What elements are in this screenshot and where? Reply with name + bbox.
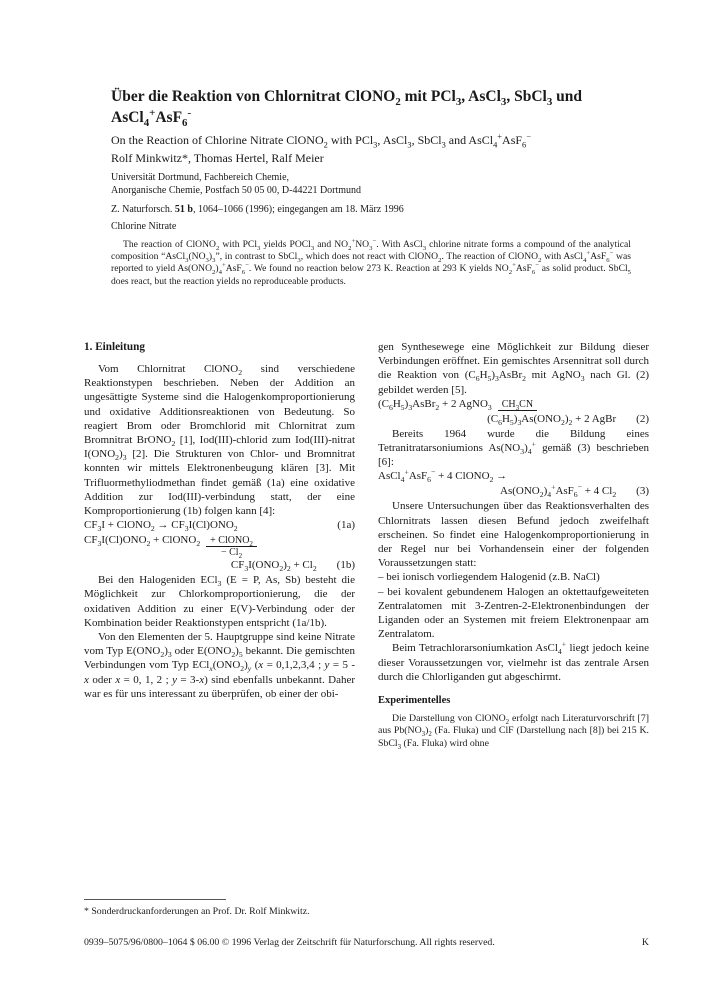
- paragraph: Bereits 1964 wurde die Bildung eines Tetranitratarsoniumions $As(NO_3)_4^+$ gemäß (3) beschrieben [6]:: [378, 427, 650, 469]
- citation: Z. Naturforsch. 51 b, 1064–1066 (1996); eingegangen am 18. März 1996: [111, 204, 404, 215]
- page-footer: [84, 937, 649, 949]
- paragraph: gen Synthesewege eine Möglichkeit zur Bildung dieser Verbindungen eröffnet. Ein gemischtes Arsennitrat soll durch die Reaktion von $(C_6H_5)_3AsBr_2$ mit AgNO$_3$ nach Gl. (2) gebildet werden [5].: [378, 341, 650, 396]
- copyright-line: 0939–5075/96/0800–1064 $ 06.00 © 1996 Verlag der Zeitschrift für Naturforschung. All rights reserved.: [84, 937, 495, 948]
- equation-number: (3): [636, 485, 649, 498]
- page-signature: K: [641, 937, 649, 948]
- equation-body: $CF_3I$ + ClONO$_2$ → $CF_3I(Cl)ONO_2$: [84, 519, 238, 534]
- right-column: [378, 340, 649, 750]
- affiliation-line-2: Anorganische Chemie, Postfach 50 05 00, D-44221 Dortmund: [111, 185, 362, 196]
- list-item: – bei ionisch vorliegendem Halogenid (z.B. NaCl): [378, 571, 600, 584]
- equation-3-line2: [378, 484, 649, 499]
- equation-1a: [84, 518, 355, 533]
- equation-2-line1: [378, 397, 649, 412]
- footnote: * Sonderdruckanforderungen an Prof. Dr. Rolf Minkwitz.: [84, 906, 310, 917]
- paragraph: Vom Chlornitrat ClONO$_2$ sind verschiedene Reaktionstypen beschrieben. Neben der Addition an ungesättigte Systeme sind die Halogenkomproportionierung und oxidative Additionsreaktionen von Bedeutung. So reagiert Brom oder Bromchlorid mit Chlornitrat zum Bromnitrat BrONO$_2$ [1], Iod(III)-chlorid zum Iod(III)-nitrat $I(ONO_2)_3$ [2]. Die Strukturen von Chlor- und Bromnitrat konnten wir mittels Elektronenbeugung klären [3]. Mit Trifluormethyliodmethan findet gemäß (1a) eine oxidative Addition zur Iod(III)-verbindung statt, der eine Komproportionierung (1b) folgen kann [4]:: [84, 363, 356, 518]
- equation-rhs: $(C_6H_5)_3As(ONO_2)_2 + 2$ AgBr: [487, 412, 617, 427]
- equation-lhs: $(C_6H_5)_3AsBr_2 + 2$ AgNO$_3$: [378, 397, 492, 412]
- equation-lhs: AsCl$_4$+AsF$_6$− + 4 ClONO$_2$ →: [378, 467, 508, 485]
- reaction-arrow: [206, 535, 257, 561]
- paragraph: Bei den Halogeniden ECl$_3$ (E = P, As, Sb) besteht die Möglichkeit zur Chlorkomproportionierung, die der oxidativen Addition zu einer E(V)-Verbindung oder der Kombination beider Reaktionstypen entspricht (1a/1b).: [84, 574, 355, 629]
- paragraph: Von den Elementen der 5. Hauptgruppe sind keine Nitrate vom Typ $E(ONO_2)_3$ oder $E(ONO_2)_5$ bekannt. Die gemischten Verbindungen vom Typ $ECl_x(ONO_2)_y$ (x = 0,1,2,3,4 ; y = 5 - x oder x = 0, 1, 2 ; y = 3-x) sind ebenfalls unbekannt. Daher war es für uns interessant zu überprüfen, ob einer der obi-: [84, 631, 356, 700]
- equation-rhs: $As(ONO_2)_4^+AsF_6^- + 4$ $Cl_2$: [500, 482, 617, 500]
- article-header: [111, 86, 631, 288]
- affiliation: [111, 171, 631, 197]
- list-item: – bei kovalent gebundenem Halogen an oktettaufgeweiteten Zentralatomen mit 3-Zentren-2-Elektronenbindungen der Liganden oder an Systemen mit freiem Elektronenpaar am Zentralatom.: [378, 585, 649, 641]
- paragraph: Die Darstellung von ClONO$_2$ erfolgt nach Literaturvorschrift [7] aus $Pb(NO_3)_2$ (Fa. Fluka) und ClF (Darstellung nach [8]) bei 215 K. SbCl$_3$ (Fa. Fluka) wird ohne: [378, 713, 649, 751]
- section-heading-einleitung: 1. Einleitung: [84, 341, 145, 353]
- english-title: On the Reaction of Chlorine Nitrate ClONO$_2$ with PCl$_3$, AsCl$_3$, SbCl$_3$ and AsCl$_4$+AsF$_6$−: [111, 132, 531, 150]
- paragraph: Unsere Untersuchungen über das Reaktionsverhalten des Chlornitrats lassen diesen Befund jedoch zweifelhaft erscheinen. So findet eine Halogenkomproportionierung in der Regel nur bei Vorhandensein einer der folgenden Voraussetzungen statt:: [378, 500, 649, 570]
- equation-3-line1: [378, 469, 649, 484]
- article-title: Über die Reaktion von Chlornitrat ClONO$_2$ mit PCl$_3$, AsCl$_3$, SbCl$_3$ und AsCl$_4$+AsF$_6$-: [111, 88, 582, 130]
- equation-number: (1b): [336, 559, 355, 572]
- arrow-top-label: + ClONO$_2$: [206, 535, 257, 547]
- arrow-top-label: $CH_3CN$: [498, 399, 537, 411]
- abstract: The reaction of ClONO$_2$ with PCl$_3$ yields POCl$_3$ and $NO_2^+NO_3^-$. With AsCl$_3$ chlorine nitrate forms a compound of the analytical composition “$AsCl_3(NO_3)_3$”, in contrast to SbCl$_3$, which does not react with ClONO$_2$. The reaction of ClONO$_2$ with AsCl$_4$+AsF$_6$− was reported to yield $As(ONO_2)_4^+AsF_6^-$. We found no reaction below 273 K. Reaction at 293 K yields $NO_2^+AsF_6^-$ as solid product. SbCl$_5$ does react, but the reaction yields no reproduceable products.: [111, 237, 631, 287]
- equation-rhs: $CF_3I(ONO_2)_2 + Cl_2$: [230, 559, 317, 574]
- footnote-divider: [84, 899, 226, 900]
- equation-1b-line2: [84, 558, 355, 573]
- authors: Rolf Minkwitz*, Thomas Hertel, Ralf Meier: [111, 151, 324, 165]
- equation-2-line2: [378, 412, 649, 427]
- equation-number: (1a): [337, 519, 355, 532]
- arrow-bottom-label: − $Cl_2$: [220, 547, 243, 561]
- keywords: Chlorine Nitrate: [111, 221, 177, 232]
- affiliation-line-1: Universität Dortmund, Fachbereich Chemie,: [111, 172, 290, 183]
- left-column: [84, 340, 355, 701]
- reaction-arrow: [498, 399, 537, 411]
- section-heading-experimentelles: Experimentelles: [378, 695, 451, 707]
- equation-lhs: $CF_3I(Cl)ONO_2$ + ClONO$_2$: [84, 534, 201, 549]
- equation-number: (2): [636, 412, 649, 425]
- paragraph: Beim Tetrachlorarsoniumkation AsCl$_4$+ liegt jedoch keine dieser Voraussetzungen vor, vielmehr ist das zentrale Arsen durch die Chlorliganden gut abgeschirmt.: [378, 639, 649, 683]
- equation-1b-line1: [84, 533, 355, 561]
